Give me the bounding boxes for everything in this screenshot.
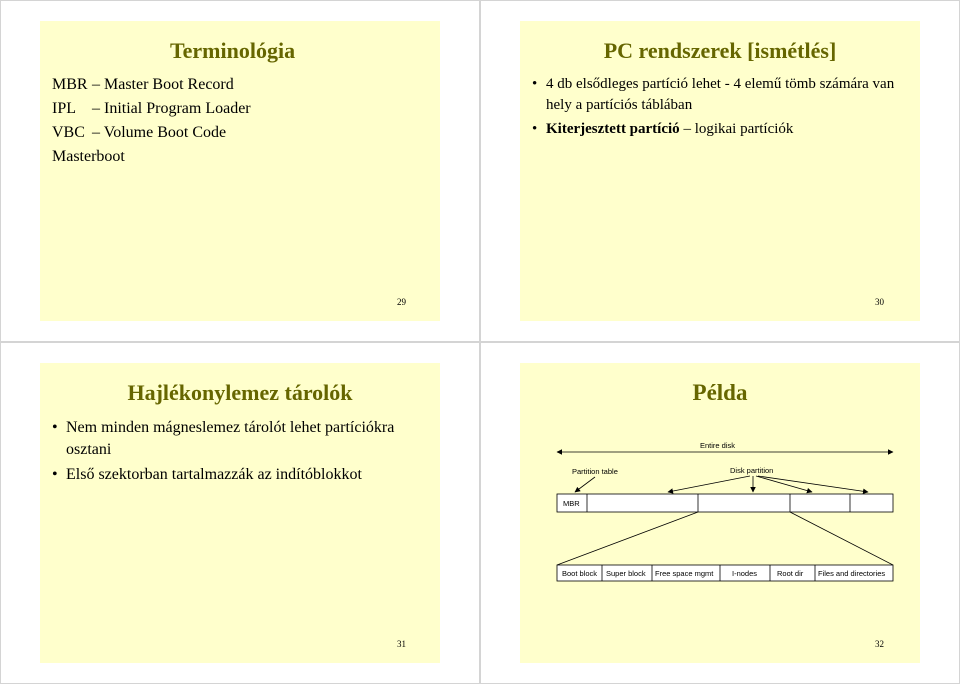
disk-partition-arrow [668, 476, 750, 492]
term-text: – Volume Boot Code [92, 124, 227, 141]
term-line [52, 145, 251, 169]
mbr-label: MBR [563, 499, 580, 508]
zoom-line [557, 512, 698, 565]
entire-disk-label: Entire disk [700, 441, 736, 450]
term-text: – Master Boot Record [92, 76, 234, 93]
slide-4 [520, 363, 920, 663]
page-number: 32 [875, 639, 884, 649]
zoom-line [790, 512, 893, 565]
bullet-item: • 4 db elsődleges partíció lehet - 4 elemű tömb számára van hely a partíciós táblában [532, 74, 902, 116]
bullet-item: • Nem minden mágneslemez tárolót lehet partíciókra osztani [52, 417, 422, 461]
term-abbr: IPL [52, 100, 76, 117]
term-abbr: VBC [52, 124, 85, 141]
term-line [52, 97, 251, 121]
boot-block-label: Boot block [562, 569, 598, 578]
disk-partition-arrow [758, 476, 868, 492]
slide-1-title: Terminológia [170, 38, 296, 63]
disk-partition-label: Disk partition [730, 466, 774, 475]
term-text: – Initial Program Loader [92, 100, 251, 117]
term-line [52, 73, 251, 97]
term-line [52, 121, 251, 145]
bullet-list [532, 74, 902, 140]
slide-3-title: Hajlékonylemez tárolók [127, 380, 353, 405]
bullet-item: • Első szektorban tartalmazzák az indítóblokkot [52, 464, 422, 486]
disk-layout-diagram [550, 437, 900, 587]
page-number: 30 [875, 297, 884, 307]
bullet-item [532, 119, 902, 140]
partition-table-arrow [575, 477, 595, 492]
disk-bar [557, 494, 893, 512]
files-and-directories-label: Files and directories [818, 569, 886, 578]
partition-table-label: Partition table [572, 467, 618, 476]
bullet-text: – logikai partíciók [679, 121, 794, 137]
slide-2 [520, 21, 920, 321]
page-number: 29 [397, 297, 406, 307]
term-abbr: MBR [52, 76, 88, 93]
bullet-list [52, 417, 422, 486]
i-nodes-label: I-nodes [732, 569, 758, 578]
bullet-bold-text: Kiterjesztett partíció [546, 121, 680, 137]
free-space-mgmt-label: Free space mgmt [655, 569, 714, 578]
slide-1 [40, 21, 440, 321]
slide-3 [40, 363, 440, 663]
slide-2-title: PC rendszerek [ismétlés] [603, 38, 837, 63]
slide-4-title: Példa [692, 380, 748, 405]
page-number: 31 [397, 639, 406, 649]
root-dir-label: Root dir [777, 569, 804, 578]
terminology-list [52, 73, 251, 169]
disk-partition-arrow [756, 476, 812, 492]
super-block-label: Super block [606, 569, 646, 578]
term-text: Masterboot [52, 148, 125, 165]
